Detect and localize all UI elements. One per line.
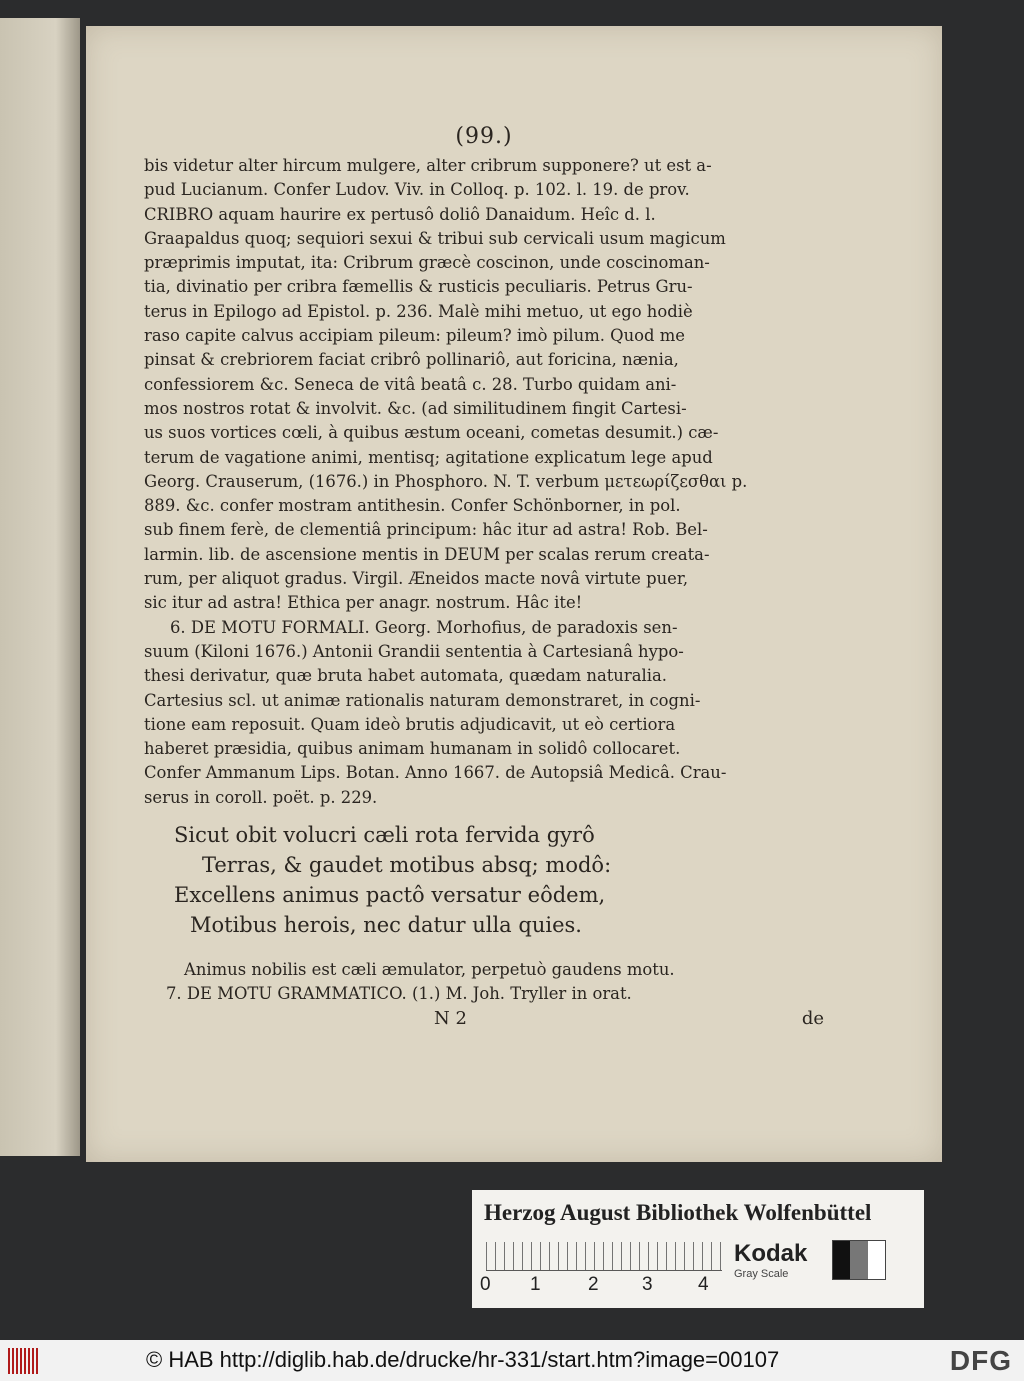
kodak-subtitle: Gray Scale (734, 1268, 789, 1280)
scale-number: 1 (530, 1274, 541, 1295)
hab-logo-icon (8, 1348, 40, 1374)
credit-link[interactable]: © HAB http://diglib.hab.de/drucke/hr-331/start.htm?image=00107 (146, 1347, 780, 1372)
text-line: sic itur ad astra! Ethica per anagr. nostrum. Hâc ite! (144, 593, 583, 613)
text-line: pinsat & crebriorem faciat cribrô pollinariô, aut foricina, nænia, (144, 350, 679, 370)
text-line: pud Lucianum. Confer Ludov. Viv. in Colloq. p. 102. l. 19. de prov. (144, 180, 690, 200)
text-line: suum (Kiloni 1676.) Antonii Grandii sententia à Cartesianâ hypo- (144, 641, 684, 661)
library-name: Herzog August Bibliothek Wolfenbüttel (484, 1200, 872, 1225)
kodak-label (734, 1240, 807, 1280)
closing-line: 7. DE MOTU GRAMMATICO. (1.) M. Joh. Tryller in orat. (166, 984, 632, 1004)
left-page-edge (0, 18, 80, 1156)
dfg-logo: DFG (949, 1345, 1012, 1376)
book-page (86, 26, 942, 1162)
page-header: (99.) (455, 124, 513, 149)
page-footer (144, 1007, 824, 1033)
verse-line: Terras, & gaudet motibus absq; modô: (202, 853, 612, 878)
text-line: terus in Epilogo ad Epistol. p. 236. Malè mihi metuo, ut ego hodiè (144, 301, 693, 321)
text-line: us suos vortices cœli, à quibus æstum oceani, cometas desumit.) cæ- (144, 423, 719, 443)
text-line: 889. &c. confer mostram antithesin. Confer Schönborner, in pol. (144, 496, 681, 516)
text-line: Georg. Crauserum, (1676.) in Phosphoro. N. T. verbum μετεωρίζεσθαι p. (144, 471, 748, 491)
text-line: CRIBRO aquam haurire ex pertusô doliô Danaidum. Heîc d. l. (144, 204, 656, 224)
verse-line: Sicut obit volucri cæli rota fervida gyrô (174, 823, 595, 848)
text-line: Confer Ammanum Lips. Botan. Anno 1667. de Autopsiâ Medicâ. Crau- (144, 763, 727, 783)
scale-number: 2 (588, 1274, 599, 1295)
text-line: larmin. lib. de ascensione mentis in DEUM per scalas rerum creata- (144, 544, 710, 564)
scale-number: 0 (480, 1274, 491, 1295)
text-line: 6. DE MOTU FORMALI. Georg. Morhofius, de paradoxis sen- (170, 617, 678, 637)
text-line: terum de vagatione animi, mentisq; agitatione explicatum lege apud (144, 447, 713, 467)
text-line: præprimis imputat, ita: Cribrum græcè coscinon, unde coscinoman- (144, 253, 710, 273)
text-line: tione eam reposuit. Quam ideò brutis adjudicavit, ut eò certiora (144, 714, 676, 734)
gray-scale-patch (832, 1240, 886, 1280)
viewer-footer-bar (0, 1340, 1024, 1381)
verse-line: Motibus herois, nec datur ulla quies. (190, 913, 582, 938)
text-line: Cartesius scl. ut animæ rationalis naturam demonstraret, in cogni- (144, 690, 701, 710)
scale-number: 4 (698, 1274, 709, 1295)
page-text (144, 122, 824, 1033)
closing-line: Animus nobilis est cæli æmulator, perpetuò gaudens motu. (184, 960, 675, 980)
text-line: sub finem ferè, de clementiâ principum: hâc itur ad astra! Rob. Bel- (144, 520, 708, 540)
scale-ruler (486, 1242, 722, 1271)
text-line: bis videtur alter hircum mulgere, alter cribrum supponere? ut est a- (144, 156, 712, 175)
catchword: de (801, 1007, 824, 1029)
text-line: mos nostros rotat & involvit. &c. (ad similitudinem fingit Cartesi- (144, 398, 687, 418)
text-line: Graapaldus quoq; sequiori sexui & tribui sub cervicali usum magicum (144, 228, 726, 248)
scale-number: 3 (642, 1274, 653, 1295)
text-line: serus in coroll. poët. p. 229. (144, 787, 378, 807)
signature-mark: N 2 (434, 1007, 467, 1029)
closing-lines (144, 958, 824, 1007)
text-line: raso capite calvus accipiam pileum: pileum? imò pilum. Quod me (144, 326, 685, 346)
body-text (144, 154, 824, 810)
verse-line: Excellens animus pactô versatur eôdem, (174, 883, 606, 908)
kodak-brand: Kodak (734, 1240, 808, 1267)
text-line: tia, divinatio per cribra fæmellis & rusticis peculiaris. Petrus Gru- (144, 277, 693, 297)
library-label-card (472, 1190, 924, 1308)
text-line: thesi derivatur, quæ bruta habet automata, quædam naturalia. (144, 666, 667, 686)
text-line: confessiorem &c. Seneca de vitâ beatâ c. 28. Turbo quidam ani- (144, 374, 677, 394)
text-line: rum, per aliquot gradus. Virgil. Æneidos macte novâ virtute puer, (144, 569, 689, 589)
text-line: haberet præsidia, quibus animam humanam in solidô collocaret. (144, 739, 681, 759)
verse-block (144, 820, 824, 940)
